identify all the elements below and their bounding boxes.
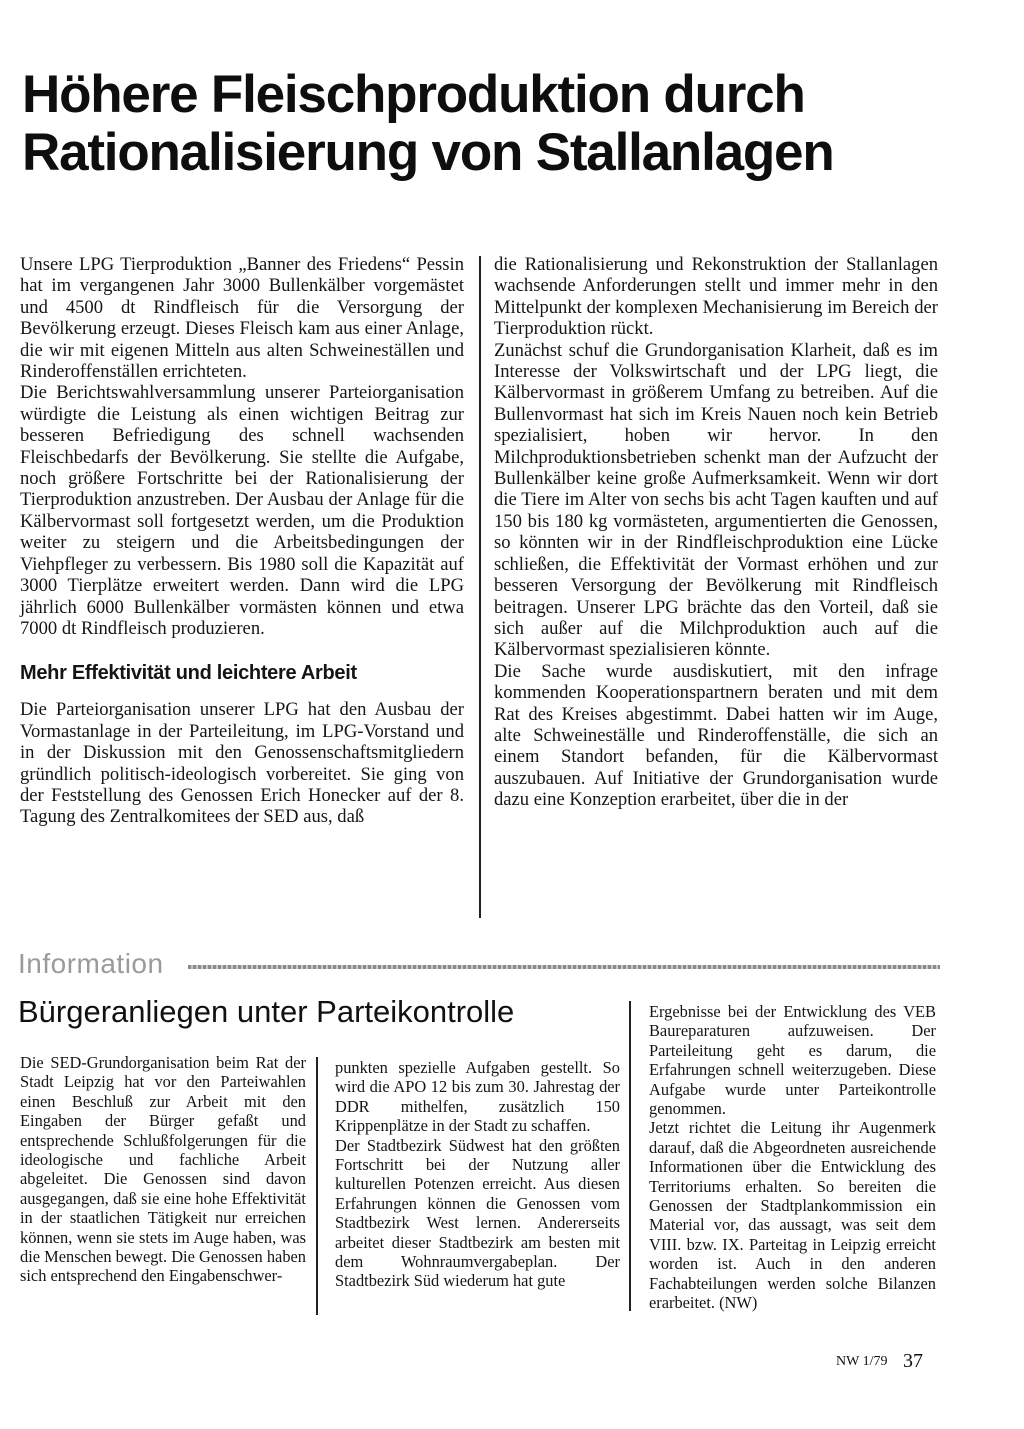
article-subheading: Mehr Effektivität und leichtere Arbeit (20, 662, 357, 685)
article-paragraph: Die Parteiorganisation unserer LPG hat den Ausbau der Vormastanlage in der Parteileitung, im LPG-Vorstand und in der Diskussion mit den Genossenschaftsmitgliedern gründlich politisch-ideologisch vorbereitet. Sie ging von der Feststellung des Genossen Erich Honecker auf der 8. Tagung des Zentralkomitees der SED aus, daß (20, 699, 464, 828)
article-paragraph: Die Sache wurde ausdiskutiert, mit den infrage kommenden Kooperationspartnern beraten und mit dem Rat des Kreises abgestimmt. Dabei hatten wir im Auge, alte Schweineställe und Rinderoffenställe, die sich an einem Standort befanden, für die Kälbervormast auszubauen. Auf Initiative der Grundorganisation wurde dazu eine Konzeption erarbeitet, über die in der (494, 660, 938, 811)
information-paragraph: Die SED-Grundorganisation beim Rat der Stadt Leipzig hat vor den Parteiwahlen einen Beschluß zur Arbeit mit den Eingaben der Bürger gefaßt und entsprechende Schlußfolgerungen für die ideologische und fachliche Arbeit abgeleitet. Die Genossen sind davon ausgegangen, daß sie eine hohe Effektivität in der staatlichen Tätigkeit nur erreichen können, wenn sie stets im Auge haben, was die Menschen bewegt. Die Genossen haben sich entsprechend den Eingabenschwer- (20, 1053, 306, 1286)
information-paragraph: Der Stadtbezirk Südwest hat den größten Fortschritt bei der Nutzung aller kulturellen Potenzen erreicht. Aus diesen Erfahrungen können die Genossen vom Stadtbezirk West lernen. Andererseits arbeitet dieser Stadtbezirk am besten mit dem Wohnraumvergabeplan. Der Stadtbezirk Süd wiederum hat gute (335, 1135, 620, 1291)
article-title (22, 66, 982, 182)
information-divider-line (188, 965, 940, 969)
article-title-line-1: Höhere Fleischproduktion durch (22, 65, 805, 124)
article-paragraph: Unsere LPG Tierproduktion „Banner des Friedens“ Pessin hat im vergangenen Jahr 3000 Bullenkälber vorgemästet und 4500 dt Rindfleisch für die Versorgung der Bevölkerung erzeugt. Dieses Fleisch kam aus einer Anlage, die wir mit eigenen Mitteln aus alten Schweineställen und Rinderoffenställen errichteten. (20, 254, 464, 383)
article-column-1 (20, 254, 464, 828)
information-section-header (18, 948, 938, 980)
information-column-3 (649, 1002, 936, 1313)
issue-number: NW 1/79 (836, 1354, 888, 1369)
information-title: Bürgeranliegen unter Parteikontrolle (18, 994, 515, 1029)
information-paragraph: punkten spezielle Aufgaben gestellt. So wird die APO 12 bis zum 30. Jahrestag der DDR mithelfen, zusätzlich 150 Krippenplätze in der Stadt zu schaffen. (335, 1058, 620, 1136)
information-label: Information (18, 948, 164, 979)
information-column-1 (20, 1053, 306, 1286)
information-paragraph: Ergebnisse bei der Entwicklung des VEB Baureparaturen aufzuweisen. Der Parteileitung geht es darum, die Erfahrungen schnell weiterzugeben. Diese Aufgabe wurde unter Parteikontrolle genommen. (649, 1002, 936, 1119)
article-title-line-2: Rationalisierung von Stallanlagen (22, 123, 834, 182)
information-paragraph: Jetzt richtet die Leitung ihr Augenmerk darauf, daß die Abgeordneten ausreichende Informationen über die Entwicklung des Territoriums erhalten. So bereiten die Genossen der Stadtplankommission ein Material vor, das aussagt, was seit dem VIII. bzw. IX. Parteitag in Leipzig erreicht worden ist. Auch in den anderen Fachabteilungen werden solche Bilanzen erarbeitet. (NW) (649, 1118, 936, 1313)
column-divider (629, 1001, 631, 1311)
article-paragraph: Zunächst schuf die Grundorganisation Klarheit, daß es im Interesse der Volkswirtschaft und der LPG liegt, die Kälbervormast in größerem Umfang zu betreiben. Auf die Bullenvormast hat sich im Kreis Nauen noch kein Betrieb spezialisiert, hoben wir hervor. In den Milchproduktionsbetrieben schenkt man der Aufzucht der Bullenkälber keine große Aufmerksamkeit. Wenn wir dort die Tiere im Alter von sechs bis acht Tagen kauften und auf 150 bis 180 kg vormästeten, argumentierten die Genossen, so könnten wir in der Rindfleischproduktion eine Lücke schließen, die Effektivität der Vormast erhöhen und zur besseren Versorgung der Bevölkerung mit Rindfleisch beitragen. Unserer LPG brächte das den Vorteil, daß sie sich außer auf die Milchproduktion auch auf die Kälbervormast spezialisieren könnte. (494, 339, 938, 661)
article-paragraph: die Rationalisierung und Rekonstruktion der Stallanlagen wachsende Anforderungen stellt und immer mehr in den Mittelpunkt der komplexen Mechanisierung im Bereich der Tierproduktion rückt. (494, 254, 938, 340)
column-divider (316, 1057, 318, 1315)
article-paragraph: Die Berichtswahlversammlung unserer Parteiorganisation würdigte die Leistung als einen wichtigen Beitrag zur besseren Befriedigung des schnell wachsenden Fleischbedarfs der Bevölkerung. Sie stellte die Aufgabe, noch größere Fortschritte bei der Rationalisierung der Tierproduktion anzustreben. Der Ausbau der Anlage für die Kälbervormast soll fortgesetzt werden, um die Produktion weiter zu steigern und die Arbeitsbedingungen der Viehpfleger zu verbessern. Bis 1980 soll die Kapazität auf 3000 Tierplätze erweitert werden. Dann wird die LPG jährlich 6000 Bullenkälber vormästen können und etwa 7000 dt Rindfleisch produzieren. (20, 382, 464, 639)
article-column-2 (494, 254, 938, 811)
page-number: 37 (903, 1350, 923, 1372)
column-divider (479, 256, 481, 918)
information-column-2 (335, 1058, 620, 1291)
